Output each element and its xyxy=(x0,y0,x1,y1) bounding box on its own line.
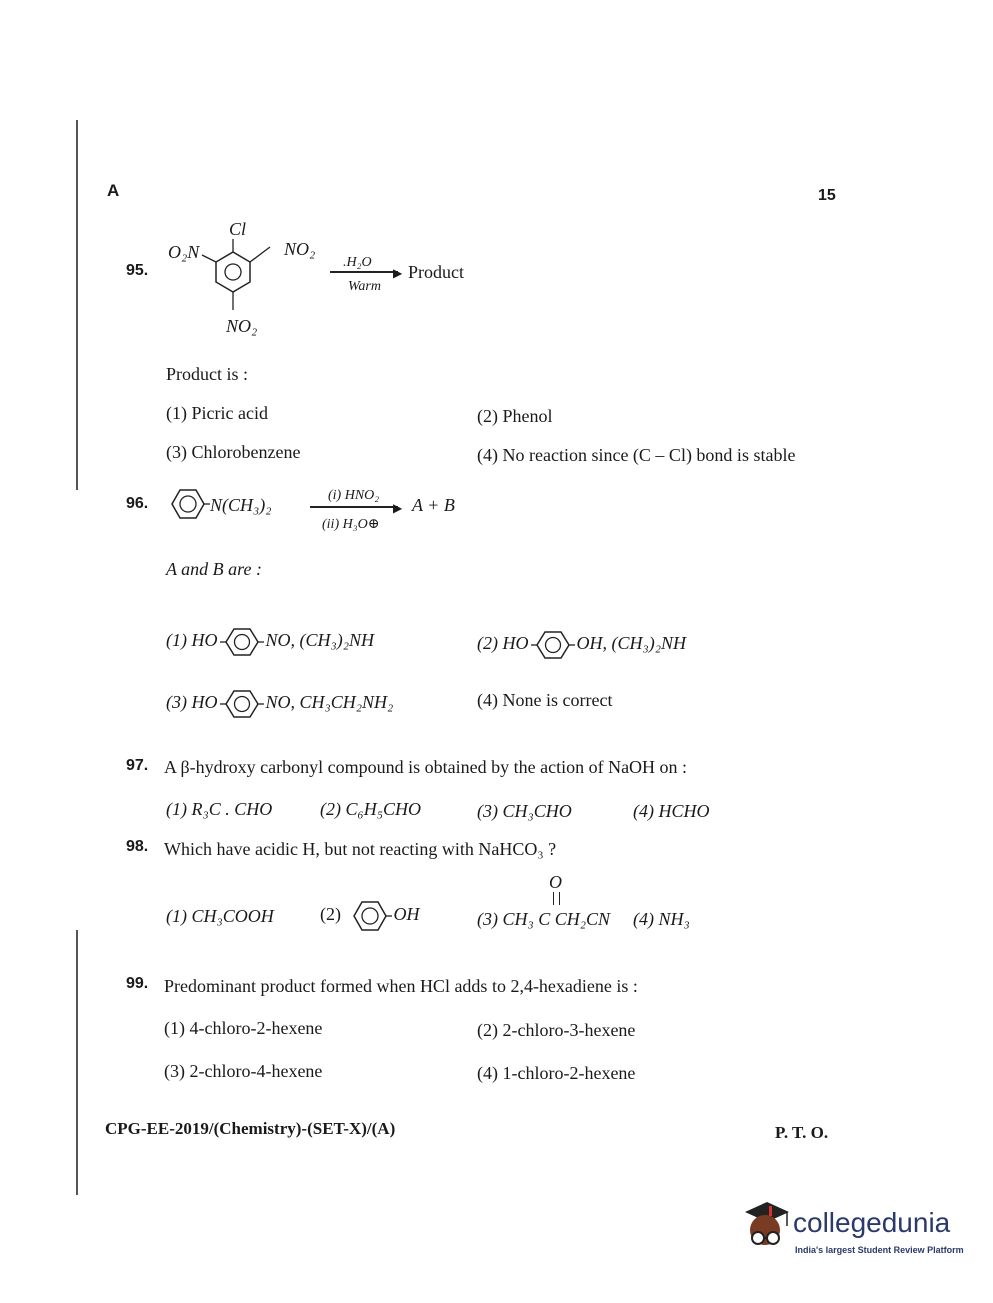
q96-product: A + B xyxy=(412,495,455,515)
question-number-95: 95. xyxy=(126,262,149,279)
benzene-ring-icon xyxy=(529,629,577,661)
q98-opt2-pre: (2) xyxy=(320,904,341,925)
benzene-ring-icon xyxy=(346,899,394,933)
q95-sub-right: NO₂ xyxy=(284,239,316,259)
collegedunia-brand: collegedunia xyxy=(793,1207,951,1238)
q96-option-4: (4) None is correct xyxy=(477,690,613,710)
q96-arrowhead: ▶ xyxy=(393,501,403,515)
benzene-ring-icon xyxy=(218,688,266,720)
q96-prompt: A and B are : xyxy=(166,559,262,579)
q96-option-1 xyxy=(166,626,374,658)
benzene-ring-icon xyxy=(162,487,210,521)
q97-option-2: (2) C₆H₅CHO xyxy=(320,799,422,819)
q96-reagent-bottom: (ii) H₃O⊕ xyxy=(322,517,380,532)
q95-reagent-bottom: Warm xyxy=(348,279,381,294)
collegedunia-mascot xyxy=(737,1198,793,1259)
q99-option-4: (4) 1-chloro-2-hexene xyxy=(477,1063,636,1083)
q98-opt3-oxygen: O xyxy=(549,872,562,892)
mascot-icon xyxy=(737,1198,793,1254)
q98-opt2-post: OH xyxy=(393,904,420,925)
question-number-99: 99. xyxy=(126,975,149,992)
q96-opt1-post: NO, (CH₃)₂NH xyxy=(265,630,375,651)
q98-option-2 xyxy=(320,899,420,933)
q95-reagent-top: .H₂O xyxy=(343,255,372,270)
q96-opt3-pre: (3) HO xyxy=(166,692,218,713)
page-number: 15 xyxy=(818,187,836,204)
q95-sub-left: O₂N xyxy=(168,242,200,262)
q95-option-3: (3) Chlorobenzene xyxy=(166,442,301,462)
q96-arrow xyxy=(310,506,398,508)
q95-option-2: (2) Phenol xyxy=(477,406,553,426)
q98-option-4: (4) NH₃ xyxy=(633,909,690,929)
q95-sub-cl: Cl xyxy=(229,219,247,239)
question-number-97: 97. xyxy=(126,757,149,774)
collegedunia-tagline: India's largest Student Review Platform xyxy=(795,1245,964,1255)
q95-arrowhead: ▶ xyxy=(393,266,403,280)
q97-option-1: (1) R₃C . CHO xyxy=(166,799,273,819)
q99-option-1: (1) 4-chloro-2-hexene xyxy=(164,1018,323,1038)
benzene-ring-icon xyxy=(218,626,266,658)
q96-option-2 xyxy=(477,629,686,661)
q96-opt1-pre: (1) HO xyxy=(166,630,218,651)
q95-prompt: Product is : xyxy=(166,364,249,384)
q96-option-3 xyxy=(166,688,393,720)
q97-option-4: (4) HCHO xyxy=(633,801,710,821)
q95-option-4: (4) No reaction since (C – Cl) bond is stable xyxy=(477,445,796,465)
q98-option-1: (1) CH₃COOH xyxy=(166,906,274,926)
q96-opt2-post: OH, (CH₃)₂NH xyxy=(576,633,687,654)
q99-text: Predominant product formed when HCl adds to 2,4-hexadiene is : xyxy=(164,976,638,996)
footer-pto: P. T. O. xyxy=(775,1123,829,1142)
question-number-96: 96. xyxy=(126,495,149,512)
q99-option-3: (3) 2-chloro-4-hexene xyxy=(164,1061,323,1081)
q96-opt3-post: NO, CH₃CH₂NH₂ xyxy=(265,692,394,713)
set-letter: A xyxy=(107,181,120,200)
footer-code: CPG-EE-2019/(Chemistry)-(SET-X)/(A) xyxy=(105,1119,396,1138)
q98-opt3-double-bond xyxy=(553,892,560,905)
q97-option-3: (3) CH₃CHO xyxy=(477,801,572,821)
q96-benzene-ring xyxy=(162,487,210,526)
q95-arrow xyxy=(330,271,398,273)
q96-opt2-pre: (2) HO xyxy=(477,633,529,654)
margin-line-bottom xyxy=(76,930,78,1195)
q95-sub-bottom: NO₂ xyxy=(226,316,258,336)
q98-option-3: (3) CH₃ C CH₂CN xyxy=(477,909,611,929)
q99-option-2: (2) 2-chloro-3-hexene xyxy=(477,1020,636,1040)
q98-text: Which have acidic H, but not reacting with NaHCO₃ ? xyxy=(164,839,557,859)
q97-text: A β-hydroxy carbonyl compound is obtained by the action of NaOH on : xyxy=(164,757,688,777)
question-number-98: 98. xyxy=(126,838,149,855)
q95-option-1: (1) Picric acid xyxy=(166,403,268,423)
q96-substituent: N(CH₃)₂ xyxy=(210,495,272,515)
q95-product: Product xyxy=(408,262,464,282)
q96-reagent-top: (i) HNO₂ xyxy=(328,488,380,503)
margin-line-top xyxy=(76,120,78,490)
